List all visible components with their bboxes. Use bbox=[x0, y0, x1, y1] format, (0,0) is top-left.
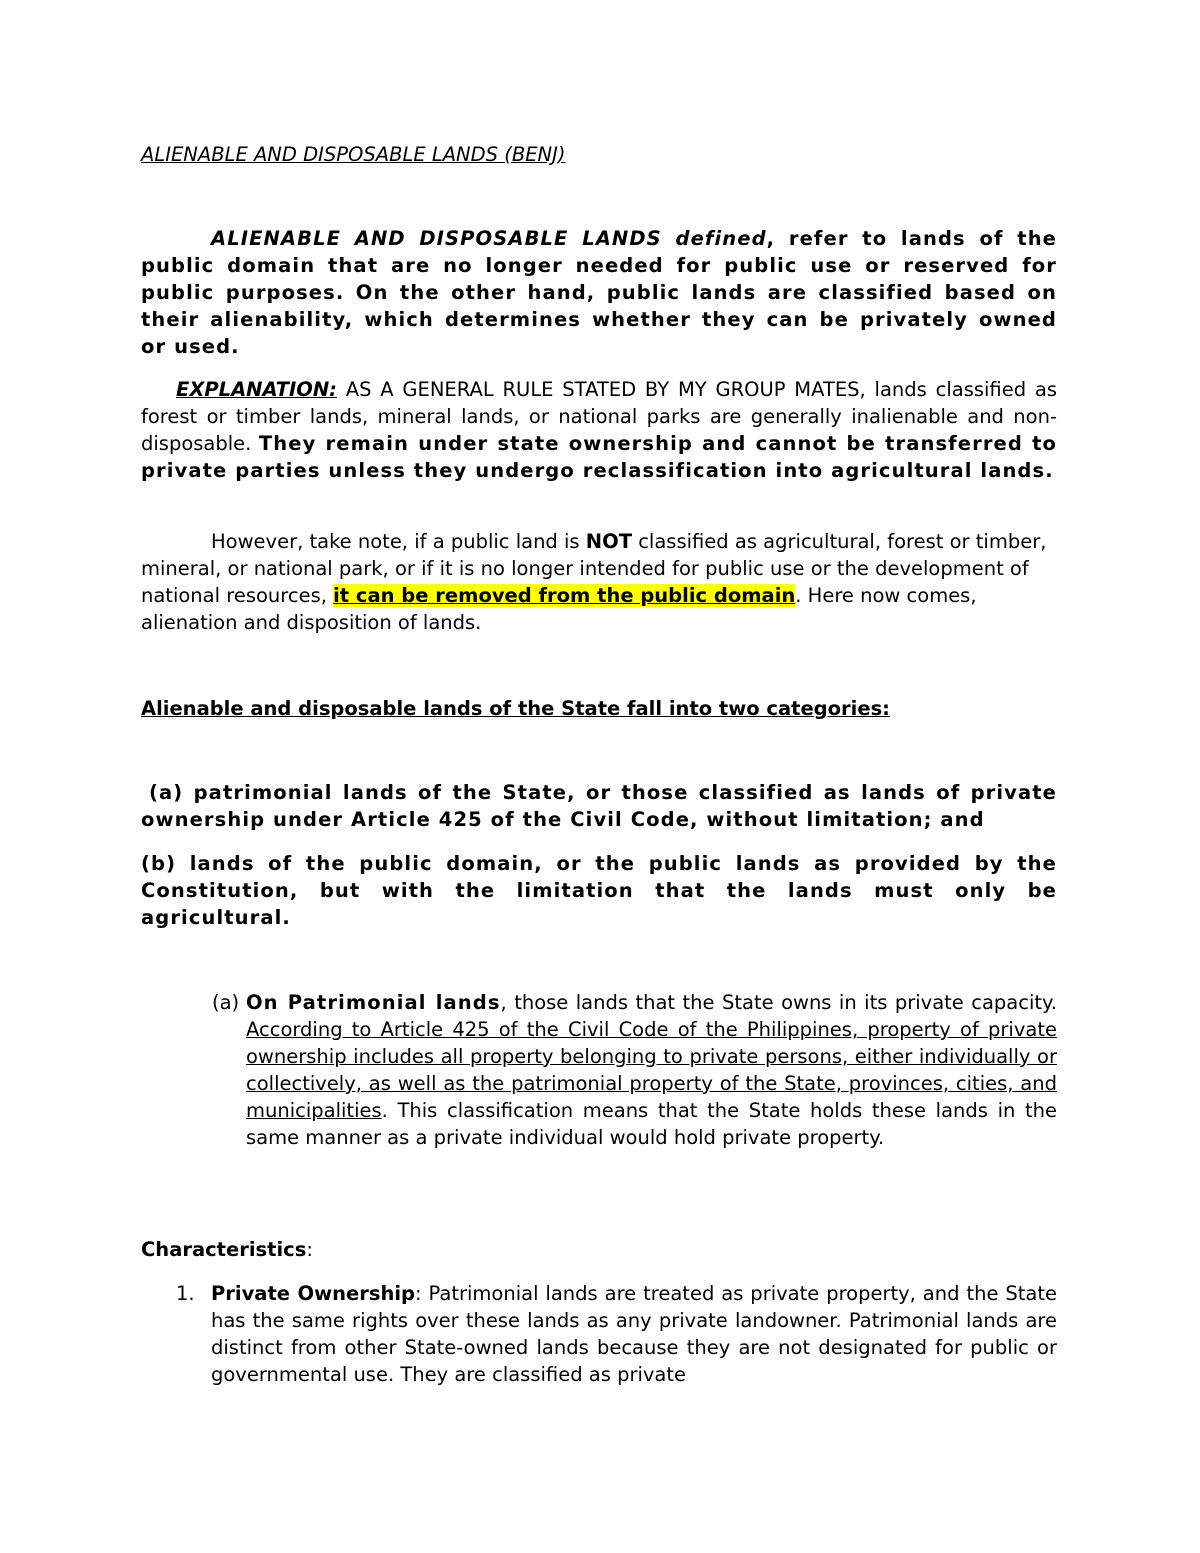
category-b-text: (b) lands of the public domain, or the public lands as provided by the Constitution, but with the limitation that the lands must only be agricultural. bbox=[141, 852, 1057, 929]
patrimonial-paragraph bbox=[246, 989, 1057, 1151]
however-part3: . Here now comes, alienation and disposition of lands. bbox=[141, 584, 977, 634]
document-title-text: ALIENABLE AND DISPOSABLE LANDS (BENJ) bbox=[141, 143, 566, 166]
however-part2: classified as agricultural, forest or timber, mineral, or national park, or if it is no longer intended for public use or the development of national resources, bbox=[141, 530, 1047, 607]
category-a bbox=[141, 779, 1057, 833]
definition-term: ALIENABLE AND DISPOSABLE LANDS defined bbox=[211, 227, 767, 250]
explanation-bold-text: They remain under state ownership and cannot be transferred to private parties unless they undergo reclassification into agricultural lands. bbox=[141, 432, 1058, 482]
explanation-label: EXPLANATION: bbox=[176, 378, 337, 401]
patrimonial-term: On Patrimonial lands bbox=[246, 991, 501, 1014]
characteristics-colon: : bbox=[306, 1238, 313, 1261]
characteristics-heading bbox=[141, 1236, 1057, 1263]
explanation-text: AS A GENERAL RULE STATED BY MY GROUP MATES, lands classified as forest or timber lands, mineral lands, or national parks are generally inalienable and non-disposable. bbox=[141, 378, 1057, 455]
patrimonial-part1: , those lands that the State owns in its private capacity. bbox=[500, 991, 1057, 1014]
category-a-text: (a) patrimonial lands of the State, or those classified as lands of private ownership under Article 425 of the Civil Code, without limitation; and bbox=[141, 781, 1057, 831]
document-title bbox=[141, 141, 1057, 168]
characteristic-1-term: Private Ownership bbox=[211, 1282, 415, 1305]
characteristic-1-marker: 1. bbox=[176, 1282, 195, 1305]
categories-heading-text: Alienable and disposable lands of the State fall into two categories: bbox=[141, 697, 890, 720]
highlighted-text: it can be removed from the public domain bbox=[333, 584, 796, 607]
category-b bbox=[141, 850, 1057, 931]
definition-body: , refer to lands of the public domain that are no longer needed for public use or reserved for public purposes. On the other hand, public lands are classified based on their alienability, which determines whether they can be privately owned or used. bbox=[141, 227, 1057, 358]
characteristic-1-body: : Patrimonial lands are treated as private property, and the State has the same rights over these lands as any private landowner. Patrimonial lands are distinct from other State-owned lands because they are not designated for public or governmental use. They are classified as private bbox=[211, 1282, 1057, 1386]
however-paragraph bbox=[141, 528, 1057, 636]
patrimonial-part2: . This classification means that the State holds these lands in the same manner as a private individual would hold private property. bbox=[246, 1099, 1057, 1149]
however-not: NOT bbox=[585, 530, 632, 553]
definition-paragraph bbox=[141, 225, 1057, 360]
categories-heading bbox=[141, 695, 1057, 722]
characteristic-1-paragraph bbox=[211, 1280, 1057, 1388]
patrimonial-underlined: According to Article 425 of the Civil Code of the Philippines, property of private ownership includes all property belonging to private persons, either individually or collectively, as well as the patrimonial property of the State, provinces, cities, and municipalities bbox=[246, 1018, 1057, 1122]
patrimonial-marker: (a) bbox=[212, 991, 240, 1014]
explanation-paragraph bbox=[141, 376, 1057, 484]
however-part1: However, take note, if a public land is bbox=[211, 530, 586, 553]
characteristics-heading-text: Characteristics bbox=[141, 1238, 307, 1261]
